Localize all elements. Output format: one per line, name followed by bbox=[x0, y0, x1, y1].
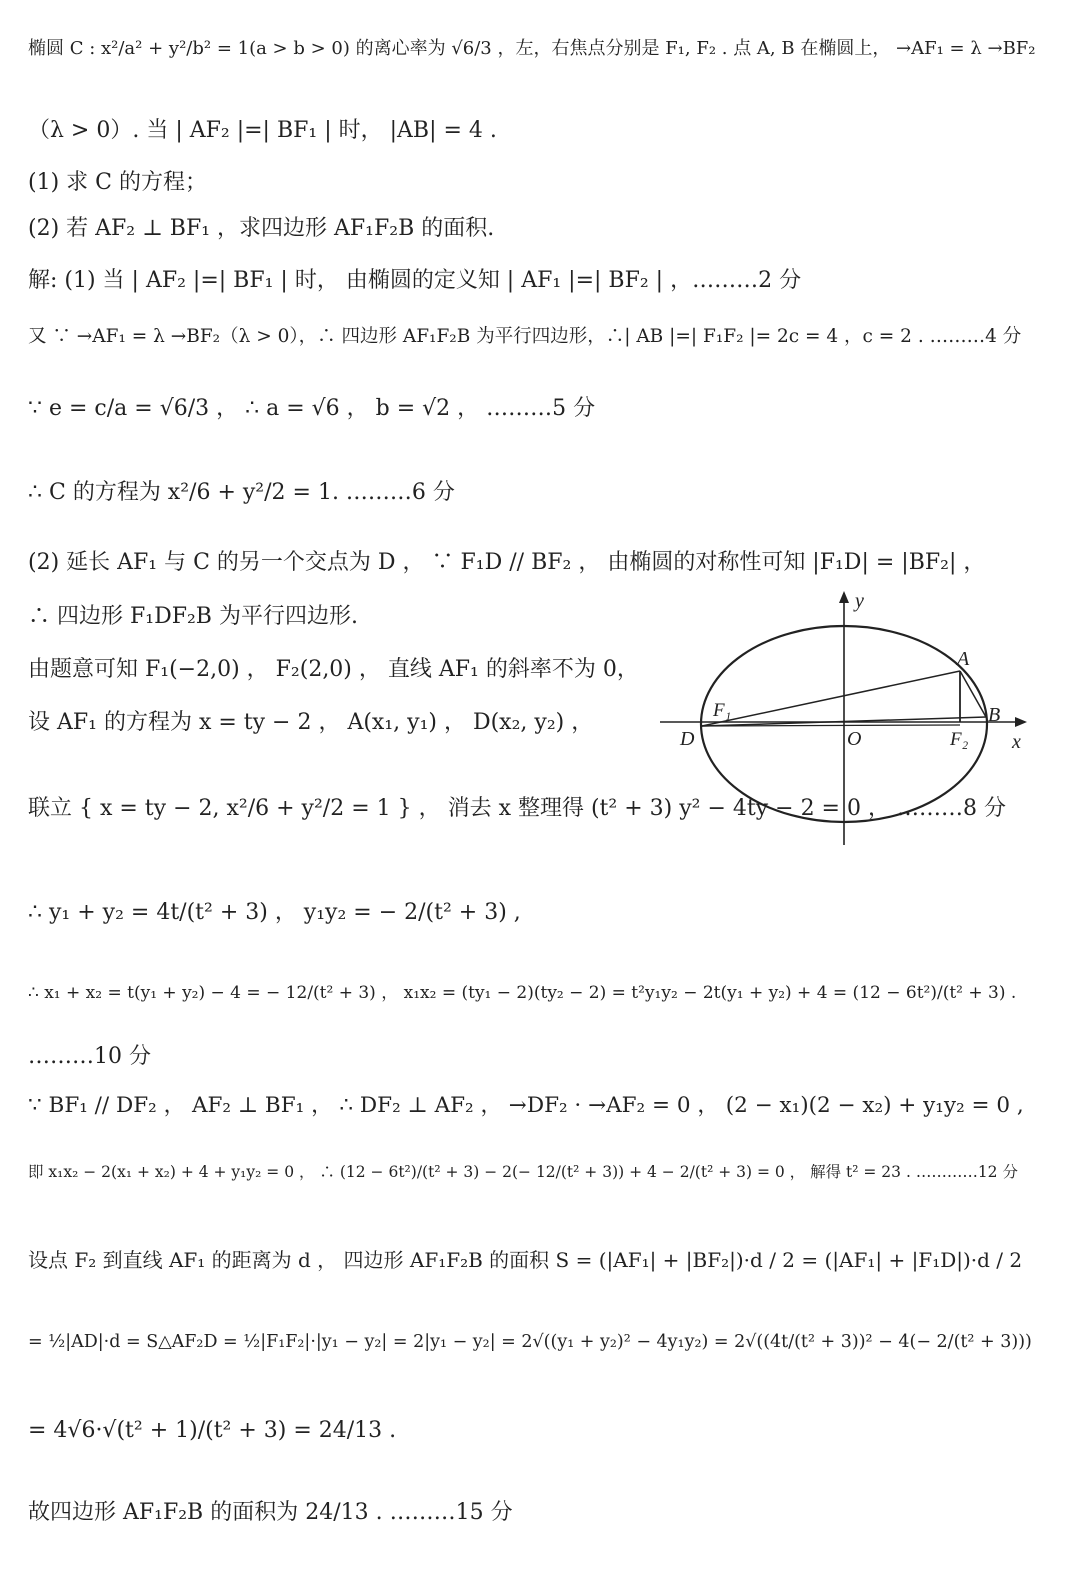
text-line-18: 即 x₁x₂ − 2(x₁ + x₂) + 4 + y₁y₂ = 0 ， ∴ (12 − 6t²)/(t² + 3) − 2(− 12/(t² + 3)) + 4 − 2/(t² + 3) = 0 ， 解得 t² = 23 . …………12 分 bbox=[28, 1163, 1018, 1181]
label-f2: F₂ bbox=[950, 729, 969, 750]
text-line-6: 又 ∵ →AF₁ = λ →BF₂（λ > 0），∴ 四边形 AF₁F₂B 为平行四边形，∴| AB |=| F₁F₂ |= 2c = 4 ，c = 2 . ………4 分 bbox=[28, 326, 1022, 347]
segment-a-b bbox=[960, 671, 986, 717]
text-line-15: ∴ x₁ + x₂ = t(y₁ + y₂) − 4 = − 12/(t² + 3) ， x₁x₂ = (ty₁ − 2)(ty₂ − 2) = t²y₁y₂ − 2t(y₁ + y₂) + 4 = (12 − 6t²)/(t² + 3) . bbox=[28, 983, 1017, 1003]
text-line-2: （λ > 0）. 当 | AF₂ |=| BF₁ | 时， |AB| = 4 . bbox=[28, 118, 497, 143]
label-f1: F₁ bbox=[713, 700, 732, 721]
text-line-5: 解: (1) 当 | AF₂ |=| BF₁ | 时， 由椭圆的定义知 | AF₁ |=| BF₂ | ，………2 分 bbox=[28, 268, 802, 293]
text-line-22: 故四边形 AF₁F₂B 的面积为 24/13 . ………15 分 bbox=[28, 1500, 513, 1525]
label-o: O bbox=[847, 728, 862, 750]
text-line-12: 设 AF₁ 的方程为 x = ty − 2 ， A(x₁, y₁) ， D(x₂, y₂) ， bbox=[28, 710, 594, 735]
text-line-16: ………10 分 bbox=[28, 1044, 151, 1069]
text-line-8: ∴ C 的方程为 x²/6 + y²/2 = 1. ………6 分 bbox=[28, 480, 455, 505]
label-x: x bbox=[1012, 731, 1021, 753]
text-line-20: = ½|AD|·d = S△AF₂D = ½|F₁F₂|·|y₁ − y₂| = 2|y₁ − y₂| = 2√((y₁ + y₂)² − 4y₁y₂) = 2√((4t/(t² + 3))² − 4(− 2/(t² + 3))) bbox=[28, 1332, 1032, 1352]
ellipse-figure bbox=[655, 585, 1035, 850]
text-line-4: (2) 若 AF₂ ⊥ BF₁ ，求四边形 AF₁F₂B 的面积. bbox=[28, 216, 495, 241]
text-line-11: 由题意可知 F₁(−2,0) ， F₂(2,0) ， 直线 AF₁ 的斜率不为 0， bbox=[28, 657, 639, 682]
text-line-13: 联立 { x = ty − 2, x²/6 + y²/2 = 1 } ， 消去 x 整理得 (t² + 3) y² − 4ty − 2 = 0 ， ………8 分 bbox=[28, 796, 1006, 821]
label-d: D bbox=[680, 728, 695, 750]
text-line-7: ∵ e = c/a = √6/3 ， ∴ a = √6 ， b = √2 ， ………5 分 bbox=[28, 396, 596, 421]
text-line-10: ∴ 四边形 F₁DF₂B 为平行四边形. bbox=[28, 604, 358, 629]
text-line-3: (1) 求 C 的方程； bbox=[28, 170, 207, 195]
text-line-19: 设点 F₂ 到直线 AF₁ 的距离为 d ， 四边形 AF₁F₂B 的面积 S = (|AF₁| + |BF₂|)·d / 2 = (|AF₁| + |F₁D|)·d / 2 bbox=[28, 1248, 1023, 1272]
text-line-1: 椭圆 C : x²/a² + y²/b² = 1(a > b > 0) 的离心率为 √6/3 ，左，右焦点分别是 F₁, F₂ . 点 A, B 在椭圆上， →AF₁ = λ →BF₂ bbox=[28, 38, 1036, 59]
label-y: y bbox=[855, 590, 864, 612]
label-a: A bbox=[957, 648, 970, 670]
x-axis-arrow-icon bbox=[1015, 717, 1027, 727]
text-line-9: (2) 延长 AF₁ 与 C 的另一个交点为 D ， ∵ F₁D // BF₂ ， 由椭圆的对称性可知 |F₁D| = |BF₂| ， bbox=[28, 550, 986, 575]
text-line-21: = 4√6·√(t² + 1)/(t² + 3) = 24/13 . bbox=[28, 1418, 397, 1443]
text-line-14: ∴ y₁ + y₂ = 4t/(t² + 3) ， y₁y₂ = − 2/(t² + 3) , bbox=[28, 900, 521, 925]
text-line-17: ∵ BF₁ // DF₂ ， AF₂ ⊥ BF₁ ， ∴ DF₂ ⊥ AF₂ ， →DF₂ · →AF₂ = 0 ， (2 − x₁)(2 − x₂) + y₁y₂ = 0 , bbox=[28, 1093, 1024, 1118]
y-axis-arrow-icon bbox=[839, 591, 849, 603]
segment-d-a bbox=[702, 671, 960, 726]
label-b: B bbox=[988, 704, 1001, 726]
